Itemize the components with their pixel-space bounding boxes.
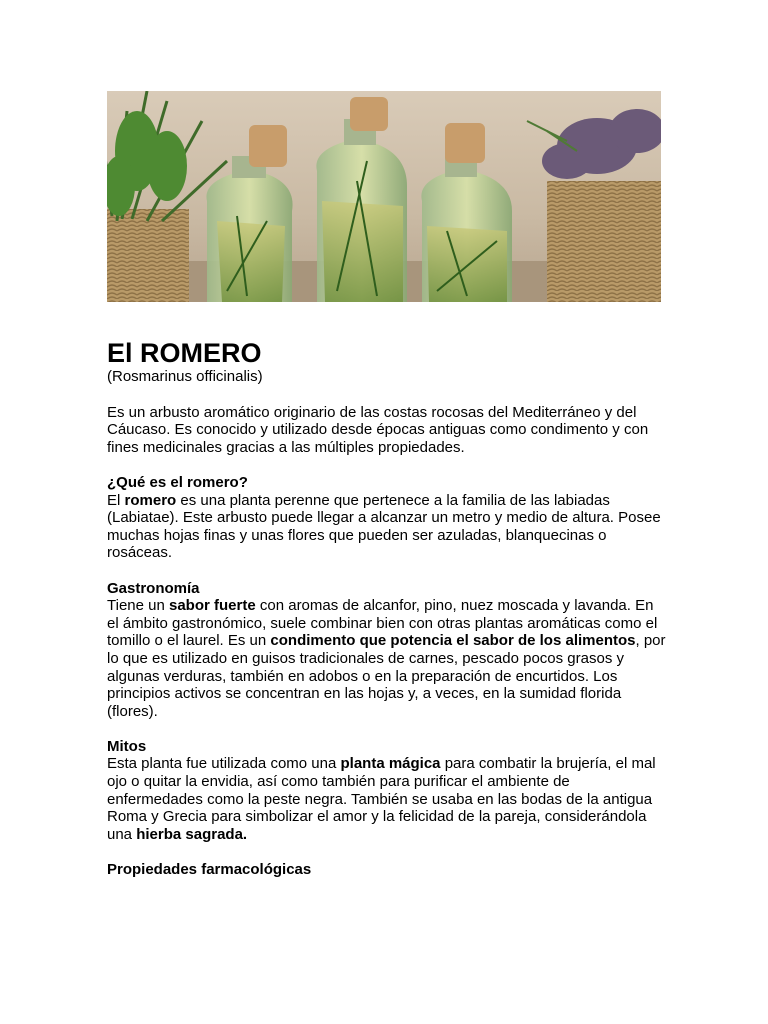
section-heading-mitos: Mitos (107, 737, 147, 755)
section-heading-propiedades: Propiedades farmacológicas (107, 861, 312, 879)
section-paragraph-gastronomia: Tiene un sabor fuerte con aromas de alcanfor, pino, nuez moscada y lavanda. En el ámbito gastronómico, suele combinar bien con otras plantas aromáticas como el tomillo o el laurel. Es un condimento que potencia el sabor de los alimentos, por lo que es utilizado en guisos tradicionales de carnes, pescado pocos grasos y algunas verduras, también en adobos o en la preparación de encurtidos. Los principios activos se concentran en las hojas y, a veces, en la sumidad florida (flores). (107, 597, 666, 720)
section-heading-gastronomia: Gastronomía (107, 579, 200, 597)
section-paragraph-mitos: Esta planta fue utilizada como una planta mágica para combatir la brujería, el mal ojo o quitar la envidia, así como también para purificar el ambiente de enfermedades como la peste negra. También se usaba en las bodas de la antigua Roma y Grecia para simbolizar el amor y la felicidad de la pareja, considerándola una hierba sagrada. (107, 755, 656, 843)
section-heading-que-es: ¿Qué es el romero? (107, 473, 248, 491)
document-page (107, 91, 667, 879)
page-subtitle: (Rosmarinus officinalis) (107, 368, 263, 385)
section-paragraph-que-es: El romero es una planta perenne que pertenece a la familia de las labiadas (Labiatae). Este arbusto puede llegar a alcanzar un metro y medio de altura. Posee muchas hojas finas y unas flores que pueden ser azuladas, blanquecinas o rosáceas. (107, 491, 661, 562)
page-title: El ROMERO (107, 338, 262, 368)
hero-image (107, 91, 661, 302)
intro-paragraph: Es un arbusto aromático originario de las costas rocosas del Mediterráneo y del Cáucaso. Es conocido y utilizado desde épocas antiguas como condimento y con fines medicinales gracias a las múltiples propiedades. (107, 403, 649, 456)
